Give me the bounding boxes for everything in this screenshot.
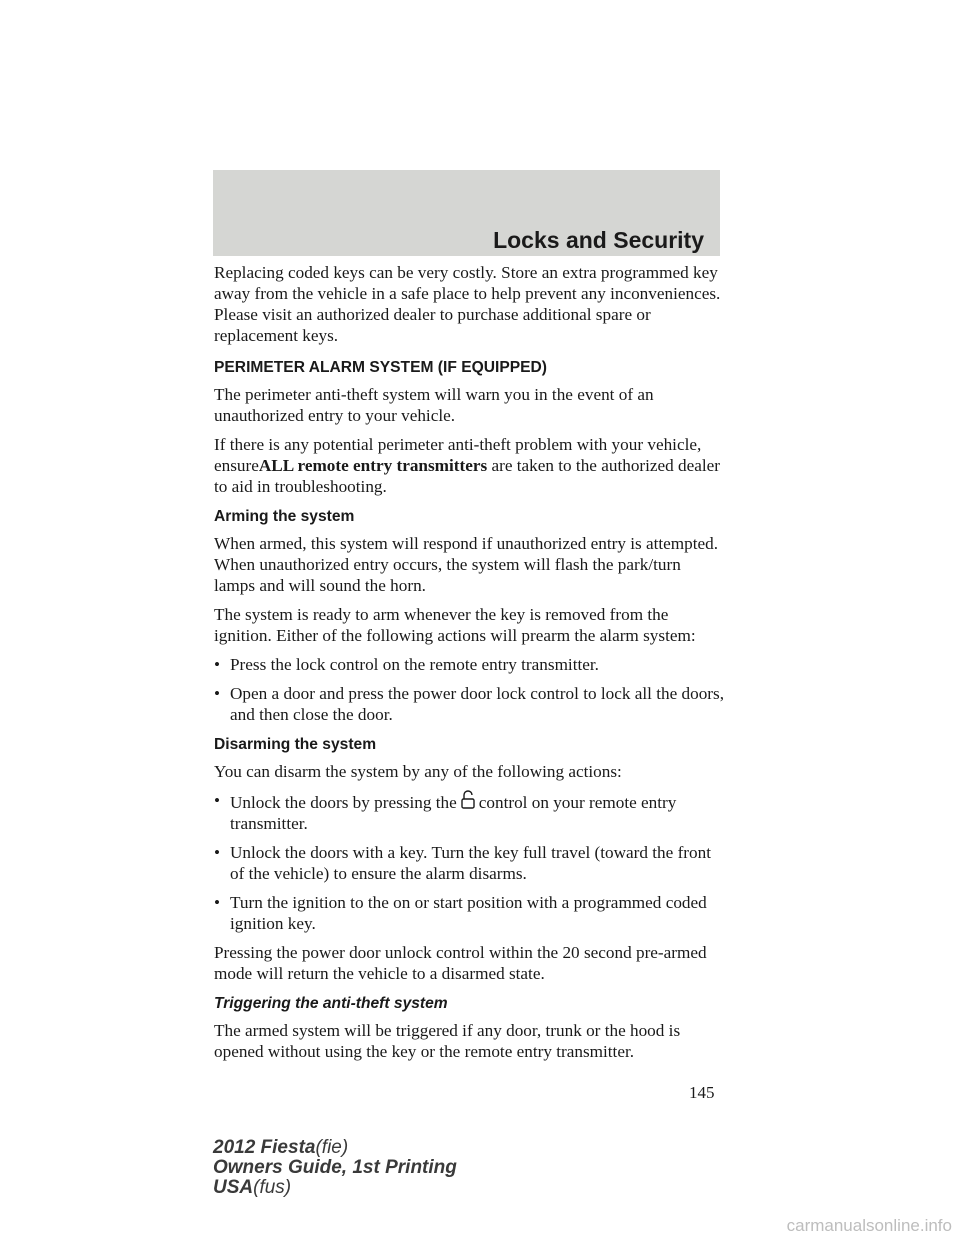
section-title: Locks and Security [493, 227, 704, 253]
footer-line-1 [213, 1138, 457, 1158]
disarming-bullet-1-end: control on your remote entry transmitter. [230, 793, 677, 833]
bullet-icon: • [214, 893, 221, 912]
disarming-bullet-2-text: Unlock the doors with a key. Turn the key full travel (toward the front of the vehicle) to ensure the alarm disarms. [230, 843, 711, 883]
intro-paragraph: Replacing coded keys can be very costly. Store an extra programmed key away from the vehicle in a safe place to help prevent any inconveniences. Please visit an authorized dealer to purchase additional spare or replacement keys. [214, 263, 721, 345]
edition-footer [213, 1138, 457, 1198]
bullet-icon: • [214, 843, 221, 862]
disarming-bullet-1-start: Unlock the doors by pressing the [230, 793, 457, 812]
triggering-paragraph: The armed system will be triggered if any door, trunk or the hood is opened without using the key or the remote entry transmitter. [214, 1021, 681, 1061]
bullet-icon: • [214, 791, 221, 810]
unlock-icon [459, 790, 477, 810]
site-watermark: carmanualsonline.info [786, 1216, 952, 1235]
arming-paragraph-1: When armed, this system will respond if unauthorized entry is attempted. When unauthorized entry occurs, the system will flash the park/turn lamps and will sound the horn. [214, 534, 719, 595]
footer-market-code: (fus) [253, 1177, 292, 1198]
arming-bullet-1 [214, 654, 724, 675]
perimeter-p2-end: are taken to the authorized dealer to aid in troubleshooting. [214, 456, 721, 496]
disarming-bullet-3 [214, 892, 724, 934]
bullet-icon: • [214, 684, 221, 703]
perimeter-heading: PERIMETER ALARM SYSTEM (IF EQUIPPED) [214, 359, 547, 376]
arming-paragraph-2: The system is ready to arm whenever the key is removed from the ignition. Either of the following actions will prearm the alarm system: [214, 605, 696, 645]
perimeter-p2-bold: ALL remote entry transmitters [258, 456, 488, 475]
footer-line-3 [213, 1178, 457, 1198]
page-content [214, 262, 724, 1070]
footer-line-2: Owners Guide, 1st Printing [213, 1157, 457, 1178]
page-number: 145 [689, 1083, 715, 1102]
arming-bullet-2-text: Open a door and press the power door lock control to lock all the doors, and then close the door. [230, 684, 725, 724]
bullet-icon: • [214, 655, 221, 674]
disarming-paragraph-2: Pressing the power door unlock control within the 20 second pre-armed mode will return the vehicle to a disarmed state. [214, 943, 707, 983]
perimeter-paragraph-2 [214, 434, 724, 497]
disarming-bullet-1 [214, 790, 724, 834]
arming-bullet-1-text: Press the lock control on the remote entry transmitter. [230, 655, 599, 674]
disarming-heading: Disarming the system [214, 736, 377, 753]
perimeter-paragraph-1: The perimeter anti-theft system will warn you in the event of an unauthorized entry to your vehicle. [214, 385, 654, 425]
disarming-bullet-list [214, 790, 724, 934]
disarming-bullet-3-text: Turn the ignition to the on or start position with a programmed coded ignition key. [230, 893, 707, 933]
disarming-paragraph-1: You can disarm the system by any of the following actions: [214, 762, 622, 781]
arming-bullet-list [214, 654, 724, 725]
triggering-heading: Triggering the anti-theft system [214, 995, 448, 1012]
footer-model-code: (fie) [315, 1137, 349, 1158]
section-header-band [213, 170, 720, 256]
footer-market: USA [213, 1177, 254, 1198]
arming-heading: Arming the system [214, 508, 355, 525]
perimeter-p2-start: If there is any potential perimeter anti-theft problem with your vehicle, ensure [214, 435, 702, 475]
disarming-bullet-2 [214, 842, 724, 884]
footer-model: 2012 Fiesta [213, 1137, 316, 1158]
arming-bullet-2 [214, 683, 724, 725]
